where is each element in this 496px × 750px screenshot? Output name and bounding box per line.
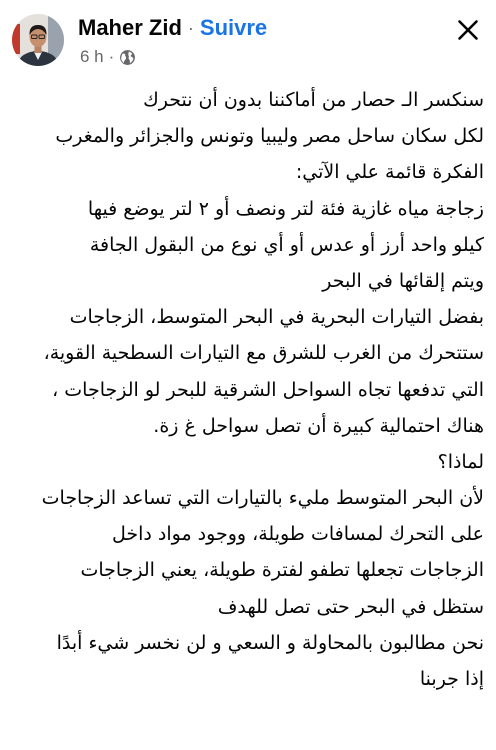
post-line-4: زجاجة مياه غازية فئة لتر ونصف أو ٢ لتر يوضع فيها xyxy=(87,197,484,220)
post-line-12: لأن البحر المتوسط مليء بالتيارات التي تساعد الزجاجات xyxy=(41,487,484,510)
post-line-5: كيلو واحد أرز أو عدس أو أي نوع من البقول الجافة xyxy=(89,233,484,256)
post-line-14: الزجاجات تجعلها تطفو لفترة طويلة، يعني الزجاجات xyxy=(80,559,484,582)
post-line-16: نحن مطالبون بالمحاولة و السعي و لن نخسر شيء أبدًا xyxy=(56,631,484,654)
name-separator: · xyxy=(187,17,194,38)
post-line-15: ستظل في البحر حتى تصل للهدف xyxy=(217,595,484,618)
avatar[interactable] xyxy=(12,14,64,66)
post-text xyxy=(14,82,484,697)
post-line-10: هناك احتمالية كبيرة أن تصل سواحل غ زة. xyxy=(153,414,484,437)
author-line xyxy=(78,12,267,44)
globe-icon xyxy=(119,49,136,66)
meta-separator: · xyxy=(108,47,115,66)
post-time[interactable]: 6 h xyxy=(80,47,104,66)
post-line-17: إذا جربنا xyxy=(419,668,484,690)
post-line-8: ستتحرك من الغرب للشرق مع التيارات السطحية القوية، xyxy=(43,342,484,365)
author-name[interactable]: Maher Zid xyxy=(78,15,182,40)
post-header xyxy=(0,0,496,80)
post-line-3: الفكرة قائمة علي الآتي: xyxy=(295,161,484,184)
post-line-7: بفضل التيارات البحرية في البحر المتوسط، الزجاجات xyxy=(69,306,484,329)
close-icon xyxy=(456,18,480,42)
post-line-13: على التحرك لمسافات طويلة، ووجود مواد داخل xyxy=(112,523,484,546)
post-line-1: سنكسر الـ حصار من أماكننا بدون أن نتحرك xyxy=(143,89,484,111)
post-line-2: لكل سكان ساحل مصر وليبيا وتونس والجزائر والمغرب xyxy=(55,125,484,148)
post-line-6: ويتم إلقائها في البحر xyxy=(322,269,484,292)
post-line-11: لماذا؟ xyxy=(437,450,484,473)
post-meta xyxy=(80,44,136,70)
post-line-9: التي تدفعها تجاه السواحل الشرقية للبحر لو الزجاجات ، xyxy=(52,378,484,401)
close-button[interactable] xyxy=(448,10,488,50)
follow-button[interactable]: Suivre xyxy=(199,15,268,40)
